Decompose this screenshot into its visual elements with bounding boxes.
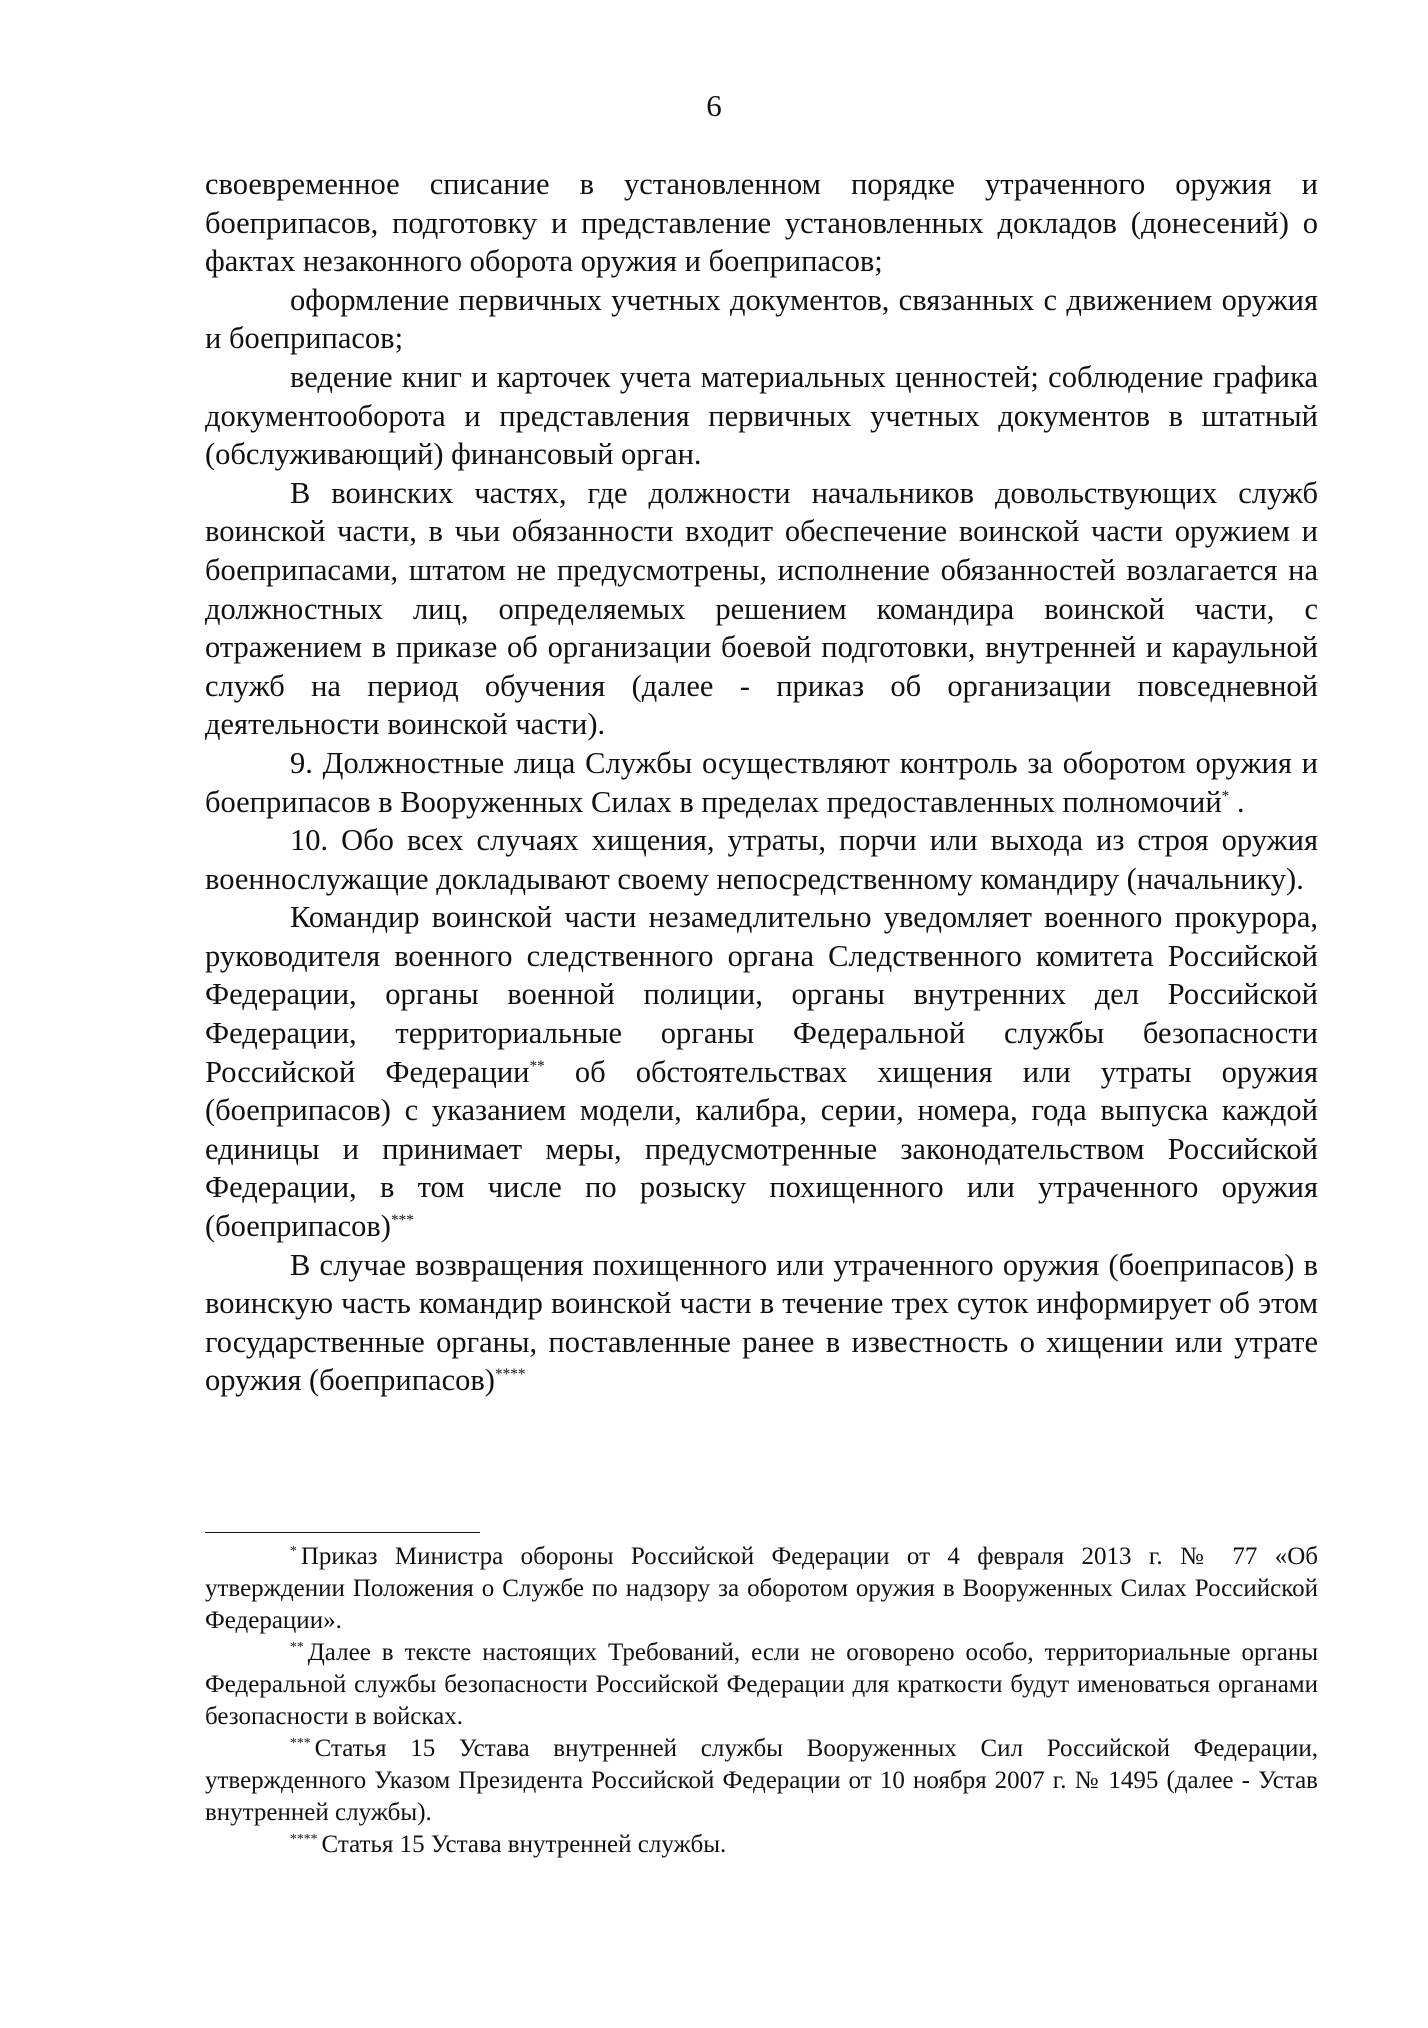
- paragraph-text: Командир воинской части незамедлительно уведомляет военного прокурора, руководителя военного следственного органа Следственного комитета Российской Федерации, органы военной полиции, органы внутренних дел Российской Федерации, территориальные органы Федеральной службы безопасности Российской Федерации: [205, 900, 1318, 1089]
- footnote-text: Статья 15 Устава внутренней службы.: [321, 1831, 727, 1858]
- footnote-ref[interactable]: **: [529, 1057, 545, 1075]
- paragraph-3: [205, 358, 1318, 474]
- paragraph-text: ведение книг и карточек учета материальных ценностей; соблюдение графика документооборота и представления первичных учетных документов в штатный (обслуживающий) финансовый орган.: [205, 359, 1318, 472]
- paragraph-text: В случае возвращения похищенного или утраченного оружия (боеприпасов) в воинскую часть командир воинской части в течение трех суток информирует об этом государственные органы, поставленные ранее в известность о хищении или утрате оружия (боеприпасов): [205, 1247, 1318, 1398]
- paragraph-2: [205, 281, 1318, 358]
- footnote-mark: ****: [290, 1830, 318, 1846]
- body-text: [205, 165, 1318, 1400]
- paragraph-text: 10. Обо всех случаях хищения, утраты, порчи или выхода из строя оружия военнослужащие докладывают своему непосредственному командиру (начальнику).: [205, 823, 1318, 896]
- footnote-ref[interactable]: *: [1221, 787, 1230, 805]
- paragraph-text-tail: об обстоятельствах хищения или утраты оружия (боеприпасов) с указанием модели, калибра, серии, номера, года выпуска каждой единицы и принимает меры, предусмотренные законодательством Российской Федерации, в том числе по розыску похищенного или утраченного оружия (боеприпасов): [205, 1054, 1318, 1244]
- footnote-separator: [205, 1532, 480, 1533]
- paragraph-text: 9. Должностные лица Службы осуществляют контроль за оборотом оружия и боеприпасов в Вооруженных Силах в пределах предоставленных полномочий: [205, 745, 1318, 819]
- footnote-text: Приказ Министра обороны Российской Федерации от 4 февраля 2013 г. № 77 «Об утверждении Положения о Службе по надзору за оборотом оружия в Вооруженных Силах Российской Федерации».: [205, 1543, 1318, 1634]
- footnote-ref[interactable]: ****: [494, 1366, 526, 1384]
- paragraph-4: [205, 474, 1318, 744]
- footnote-mark: **: [290, 1638, 304, 1654]
- paragraph-text: своевременное списание в установленном порядке утраченного оружия и боеприпасов, подготовку и представление установленных докладов (донесений) о фактах незаконного оборота оружия и боеприпасов;: [205, 167, 1318, 279]
- paragraph-1: [205, 165, 1318, 281]
- footnote-mark: ***: [290, 1734, 311, 1750]
- paragraph-text: В воинских частях, где должности начальников довольствующих служб воинской части, в чьи обязанности входит обеспечение воинской части оружием и боеприпасами, штатом не предусмотрены, исполнение обязанностей возлагается на должностных лиц, определяемых решением командира воинской части, с отражением в приказе об организации боевой подготовки, внутренней и караульной служб на период обучения (далее - приказ об организации повседневной деятельности воинской части).: [205, 475, 1318, 742]
- footnote-1: [205, 1541, 1318, 1637]
- footnote-3: [205, 1733, 1318, 1829]
- paragraph-5: [205, 744, 1318, 821]
- page-number: 6: [706, 88, 722, 123]
- footnote-text: Статья 15 Устава внутренней службы Вооруженных Сил Российской Федерации, утвержденного Указом Президента Российской Федерации от 10 ноября 2007 г. № 1495 (далее - Устав внутренней службы).: [205, 1735, 1318, 1826]
- footnote-4: [205, 1829, 1318, 1861]
- footnote-2: [205, 1637, 1318, 1733]
- footnote-ref[interactable]: ***: [390, 1211, 414, 1229]
- footnote-mark: *: [290, 1542, 297, 1558]
- paragraph-7: [205, 898, 1318, 1245]
- footnotes: [205, 1541, 1318, 1861]
- paragraph-text: оформление первичных учетных документов, связанных с движением оружия и боеприпасов;: [205, 282, 1318, 356]
- footnote-text: Далее в тексте настоящих Требований, если не оговорено особо, территориальные органы Федеральной службы безопасности Российской Федерации для краткости будут именоваться органами безопасности в войсках.: [205, 1639, 1318, 1730]
- paragraph-text-tail: .: [1229, 784, 1245, 819]
- paragraph-6: [205, 821, 1318, 898]
- paragraph-8: [205, 1246, 1318, 1400]
